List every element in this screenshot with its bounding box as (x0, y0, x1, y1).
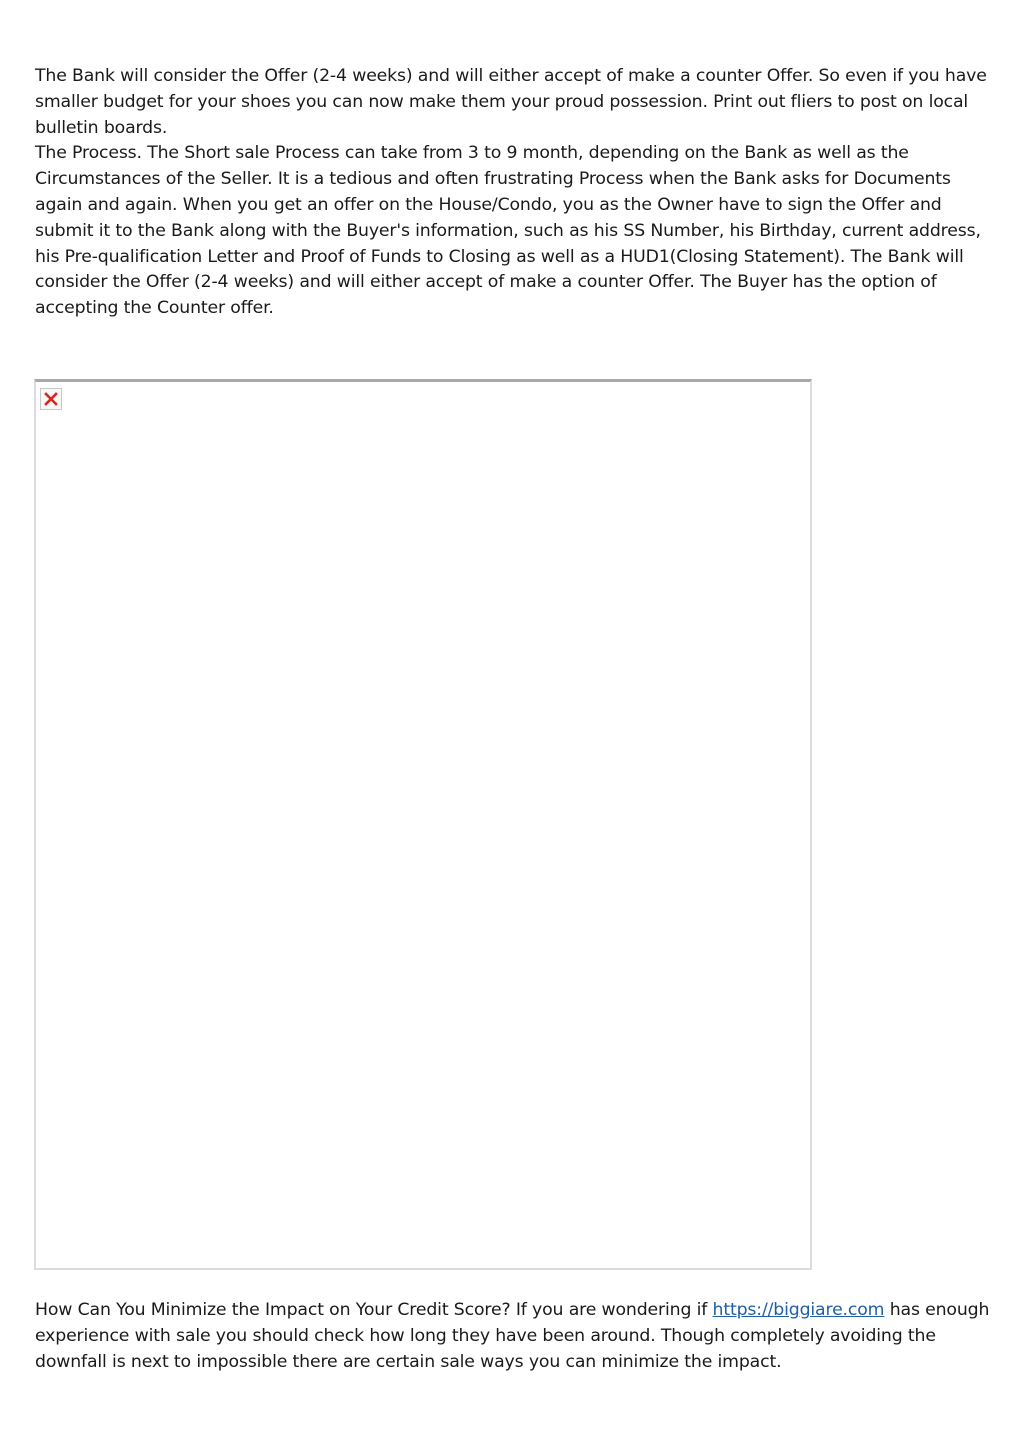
broken-image-icon (40, 388, 62, 410)
paragraph (35, 1298, 995, 1375)
paragraph-text: has enough experience with sale you should check how long they have been around. Though completely avoiding the downfall is next to impossible there are certain sale ways you can minimize the impact. (35, 1300, 990, 1372)
paragraph-text: How Can You Minimize the Impact on Your Credit Score? If you are wondering if (35, 1300, 713, 1320)
document-body (35, 64, 995, 322)
closing-section (35, 1298, 995, 1375)
biggiare-link[interactable]: https://biggiare.com (712, 1300, 885, 1320)
paragraph: The Bank will consider the Offer (2-4 weeks) and will either accept of make a counter Offer. So even if you have smaller budget for your shoes you can now make them your proud possession. Print out fliers to post on local bulletin boards. (35, 66, 987, 138)
image-placeholder (34, 379, 812, 1270)
paragraph: The Process. The Short sale Process can take from 3 to 9 month, depending on the Bank as well as the Circumstances of the Seller. It is a tedious and often frustrating Process when the Bank asks for Documents again and again. When you get an offer on the House/Condo, you as the Owner have to sign the Offer and submit it to the Bank along with the Buyer's information, such as his SS Number, his Birthday, current address, his Pre-qualification Letter and Proof of Funds to Closing as well as a HUD1(Closing Statement). The Bank will consider the Offer (2-4 weeks) and will either accept of make a counter Offer. The Buyer has the option of accepting the Counter offer. (35, 143, 981, 319)
